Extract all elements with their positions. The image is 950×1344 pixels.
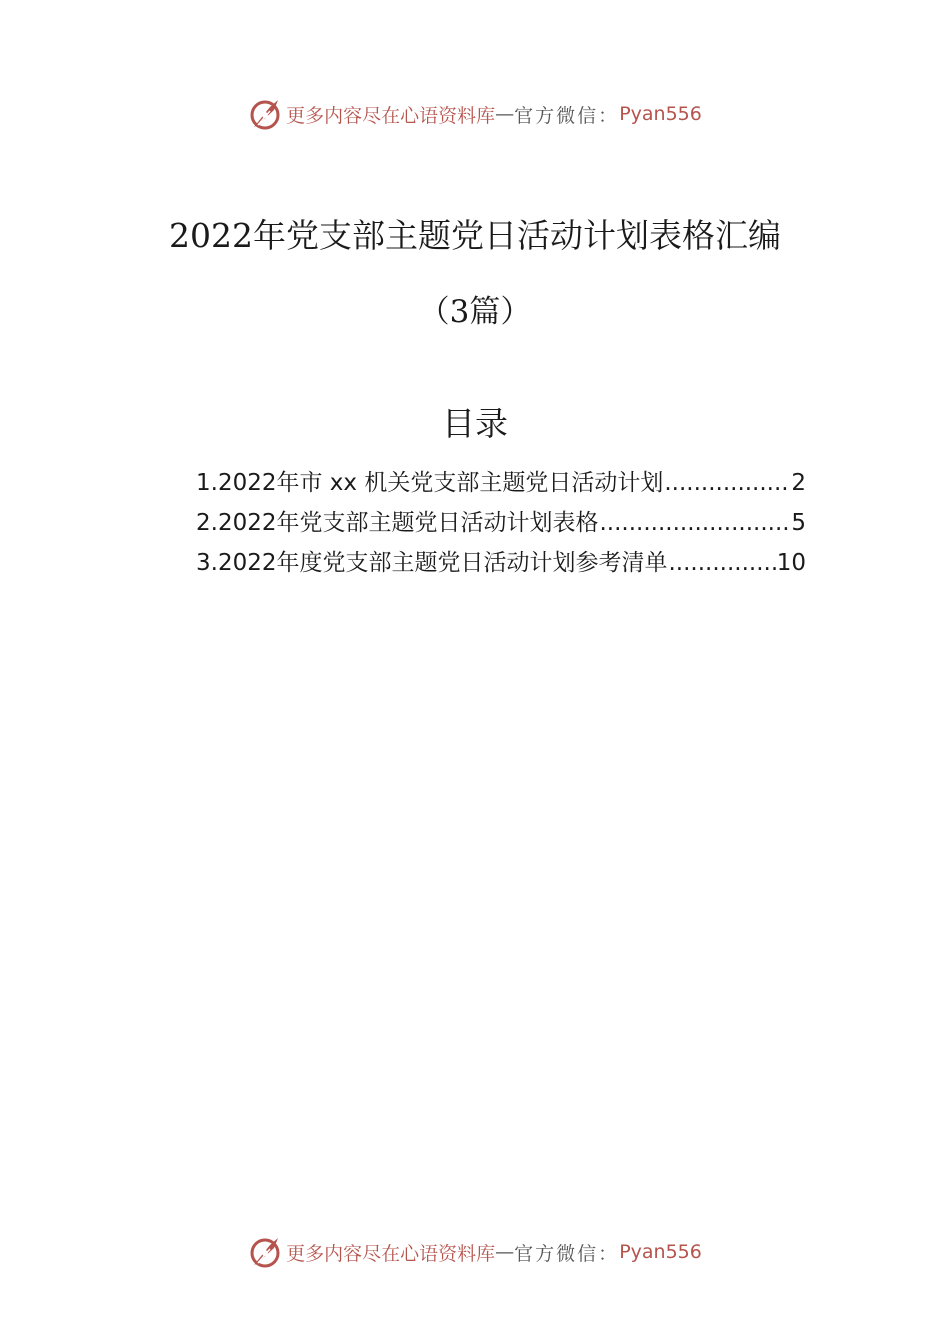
banner-wechat-id: Pyan556 — [619, 103, 702, 125]
toc-leader-dots — [599, 510, 790, 536]
header-banner — [0, 94, 950, 134]
table-of-contents — [196, 464, 806, 584]
toc-item-page: 2 — [791, 470, 806, 496]
toc-leader-dots — [668, 550, 775, 576]
toc-item[interactable] — [196, 504, 806, 544]
banner-text: 更多内容尽在心语资料库 — [286, 104, 496, 127]
toc-item-title: 3.2022年度党支部主题党日活动计划参考清单 — [196, 550, 668, 576]
quill-pen-logo-icon — [248, 97, 282, 131]
toc-heading: 目录 — [442, 404, 508, 443]
toc-item[interactable] — [196, 464, 806, 504]
toc-item[interactable] — [196, 544, 806, 584]
banner-separator: — — [495, 103, 515, 125]
toc-item-title: 2.2022年党支部主题党日活动计划表格 — [196, 510, 599, 536]
footer-banner — [0, 1232, 950, 1272]
toc-leader-dots — [664, 470, 790, 496]
banner-separator: — — [495, 1241, 515, 1263]
toc-item-title: 1.2022年市 xx 机关党支部主题党日活动计划 — [196, 470, 664, 496]
banner-wechat-label: 官方微信： — [514, 1242, 620, 1265]
banner-wechat-id: Pyan556 — [619, 1241, 702, 1263]
banner-wechat-label: 官方微信： — [514, 104, 620, 127]
banner-text: 更多内容尽在心语资料库 — [286, 1242, 496, 1265]
document-subtitle: （3篇） — [418, 294, 532, 330]
document-title: 2022年党支部主题党日活动计划表格汇编 — [169, 216, 781, 255]
toc-item-page: 5 — [791, 510, 806, 536]
quill-pen-logo-icon — [248, 1235, 282, 1269]
toc-item-page: 10 — [776, 550, 806, 576]
